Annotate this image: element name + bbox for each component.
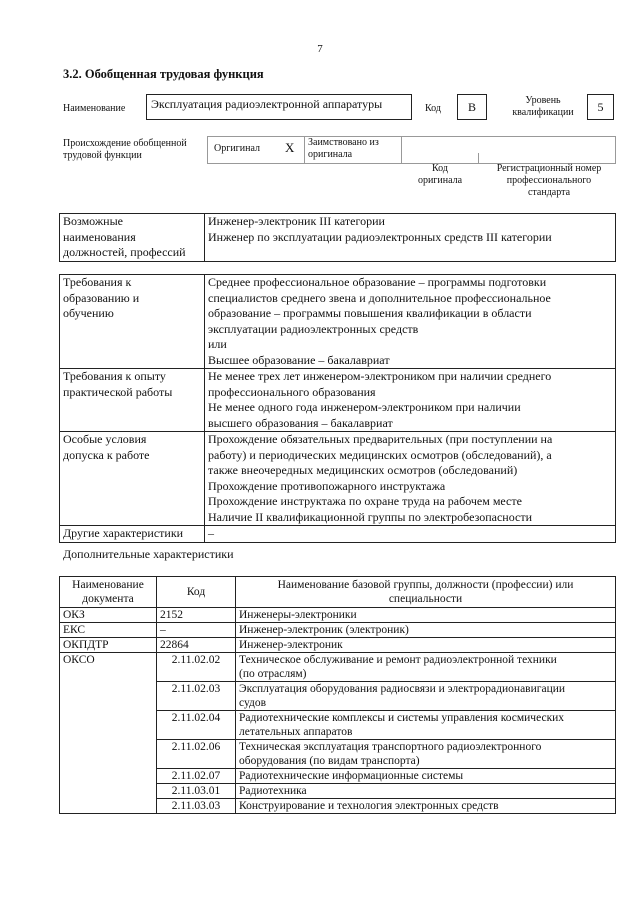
row-code: 2152 — [157, 608, 236, 623]
table-row — [60, 608, 616, 623]
conditions-label-line: допуска к работе — [63, 447, 150, 462]
row-name — [236, 653, 616, 682]
education-line: специалистов среднего звена и дополнительное профессиональное — [208, 290, 551, 305]
education-line: образование – программы повышения квалификации в области — [208, 306, 532, 320]
code-value-field: B — [457, 94, 487, 120]
row-code: 2.11.02.07 — [157, 769, 236, 784]
row-document: ОКСО — [60, 653, 157, 814]
registration-number-label — [482, 163, 616, 199]
conditions-line: Прохождение инструктажа по охране труда на рабочем месте — [208, 494, 522, 508]
conditions-line: Наличие II квалификационной группы по электробезопасности — [208, 509, 533, 524]
experience-line: Не менее трех лет инженером-электроником при наличии среднего — [208, 369, 552, 383]
other-value-cell: – — [205, 526, 616, 543]
conditions-label-line: Особые условия — [63, 432, 147, 446]
row-code: 2.11.02.04 — [157, 711, 236, 740]
table-row — [60, 653, 616, 682]
row-name: Радиотехника — [236, 784, 616, 799]
positions-row — [60, 214, 616, 262]
table-row — [60, 623, 616, 638]
row-name — [236, 711, 616, 740]
row-name-line: Техническое обслуживание и ремонт радиоэлектронной техники — [239, 654, 557, 666]
conditions-line: также внеочередных медицинских осмотров (обследований) — [208, 463, 518, 477]
registration-number-line: Регистрационный номер — [496, 163, 602, 174]
section-title: 3.2. Обобщенная трудовая функция — [63, 67, 264, 81]
origin-box — [207, 136, 616, 164]
additional-table — [59, 576, 616, 814]
row-code: 2.11.02.06 — [157, 740, 236, 769]
function-name-field: Эксплуатация радиоэлектронной аппаратуры — [146, 94, 412, 120]
header-name-line: специальности — [388, 593, 463, 605]
row-code: 22864 — [157, 638, 236, 653]
positions-value-cell — [205, 214, 616, 262]
education-label-line: обучению — [63, 306, 114, 320]
row-code: 2.11.03.03 — [157, 799, 236, 814]
education-value-cell — [205, 275, 616, 369]
row-code: 2.11.03.01 — [157, 784, 236, 799]
conditions-line: Прохождение обязательных предварительных (при поступлении на — [208, 432, 553, 446]
row-name: Инженеры-электроники — [236, 608, 616, 623]
other-row — [60, 526, 616, 543]
header-code: Код — [157, 577, 236, 608]
row-name — [236, 682, 616, 711]
row-name-line: (по отраслям) — [239, 668, 307, 680]
level-label-line: Уровень — [525, 95, 561, 106]
code-original-line: Код — [432, 163, 448, 174]
origin-label-line: Происхождение обобщенной — [63, 138, 187, 149]
education-row — [60, 275, 616, 369]
row-name: Радиотехнические информационные системы — [236, 769, 616, 784]
experience-label-line: Требования к опыту — [63, 369, 166, 383]
row-code: – — [157, 623, 236, 638]
level-label — [503, 95, 583, 119]
education-label-line: образованию и — [63, 290, 140, 305]
header-name-line: Наименование базовой группы, должности (профессии) или — [277, 579, 574, 591]
education-line: Высшее образование – бакалавриат — [208, 352, 390, 367]
row-document: ОКПДТР — [60, 638, 157, 653]
origin-divider — [478, 153, 479, 163]
borrowed-label — [308, 137, 379, 161]
conditions-label-cell — [60, 432, 205, 526]
page-number: 7 — [317, 43, 323, 55]
row-name-line: Техническая эксплуатация транспортного радиоэлектронного — [239, 741, 542, 753]
education-line: Среднее профессиональное образование – программы подготовки — [208, 275, 547, 289]
header-document-line: Наименование — [72, 579, 144, 591]
origin-divider — [304, 137, 305, 163]
code-original-line: оригинала — [417, 175, 463, 186]
experience-label-cell — [60, 369, 205, 432]
experience-line: Не менее одного года инженером-электроником при наличии — [208, 400, 521, 414]
education-label-line: Требования к — [63, 275, 132, 289]
experience-label-line: практической работы — [63, 384, 173, 399]
origin-label-line: трудовой функции — [63, 150, 142, 161]
row-document: ЕКС — [60, 623, 157, 638]
borrowed-label-line: оригинала — [308, 149, 353, 160]
requirements-table — [59, 274, 616, 543]
education-line: или — [208, 337, 227, 351]
conditions-line: Прохождение противопожарного инструктажа — [208, 478, 446, 493]
other-label-cell: Другие характеристики — [60, 526, 205, 543]
row-code: 2.11.02.03 — [157, 682, 236, 711]
conditions-row — [60, 432, 616, 526]
row-code: 2.11.02.02 — [157, 653, 236, 682]
conditions-value-cell — [205, 432, 616, 526]
positions-label-line: Возможные — [63, 214, 123, 228]
original-mark: X — [285, 140, 295, 155]
row-name: Конструирование и технология электронных средств — [236, 799, 616, 814]
positions-label-line: должностей, профессий — [63, 245, 186, 259]
code-original-label — [408, 163, 472, 187]
positions-label-cell — [60, 214, 205, 262]
row-name: Инженер-электроник (электроник) — [236, 623, 616, 638]
header-name — [236, 577, 616, 608]
education-line: эксплуатации радиоэлектронных средств — [208, 321, 419, 336]
row-name: Инженер-электроник — [236, 638, 616, 653]
position-item: Инженер по эксплуатации радиоэлектронных средств III категории — [208, 229, 552, 244]
registration-number-line: профессионального — [506, 175, 592, 186]
row-name — [236, 740, 616, 769]
experience-line: профессионального образования — [208, 384, 376, 399]
name-label: Наименование — [63, 103, 126, 114]
additional-title: Дополнительные характеристики — [63, 547, 234, 561]
experience-value-cell — [205, 369, 616, 432]
positions-label-line: наименования — [63, 229, 136, 244]
experience-row — [60, 369, 616, 432]
borrowed-label-line: Заимствовано из — [308, 137, 379, 148]
registration-number-line: стандарта — [527, 187, 571, 198]
row-name-line: летательных аппаратов — [239, 726, 353, 738]
experience-line: высшего образования – бакалавриат — [208, 415, 393, 430]
conditions-line: работу) и периодических медицинских осмотров (обследований), а — [208, 447, 552, 462]
additional-header-row — [60, 577, 616, 608]
header-document — [60, 577, 157, 608]
row-name-line: оборудования (по видам транспорта) — [239, 755, 420, 767]
level-label-line: квалификации — [512, 107, 574, 118]
header-document-line: документа — [82, 593, 134, 605]
row-name-line: Эксплуатация оборудования радиосвязи и электрорадионавигации — [239, 683, 566, 695]
row-document: ОКЗ — [60, 608, 157, 623]
origin-divider — [401, 137, 402, 163]
origin-label — [63, 138, 187, 162]
row-name-line: судов — [239, 697, 267, 709]
education-label-cell — [60, 275, 205, 369]
positions-table — [59, 213, 616, 262]
table-row — [60, 638, 616, 653]
level-value-field: 5 — [587, 94, 614, 120]
original-label: Оргигинал — [214, 143, 260, 154]
code-label: Код — [425, 103, 441, 114]
position-item: Инженер-электроник III категории — [208, 214, 385, 228]
row-name-line: Радиотехнические комплексы и системы управления космических — [239, 712, 565, 724]
